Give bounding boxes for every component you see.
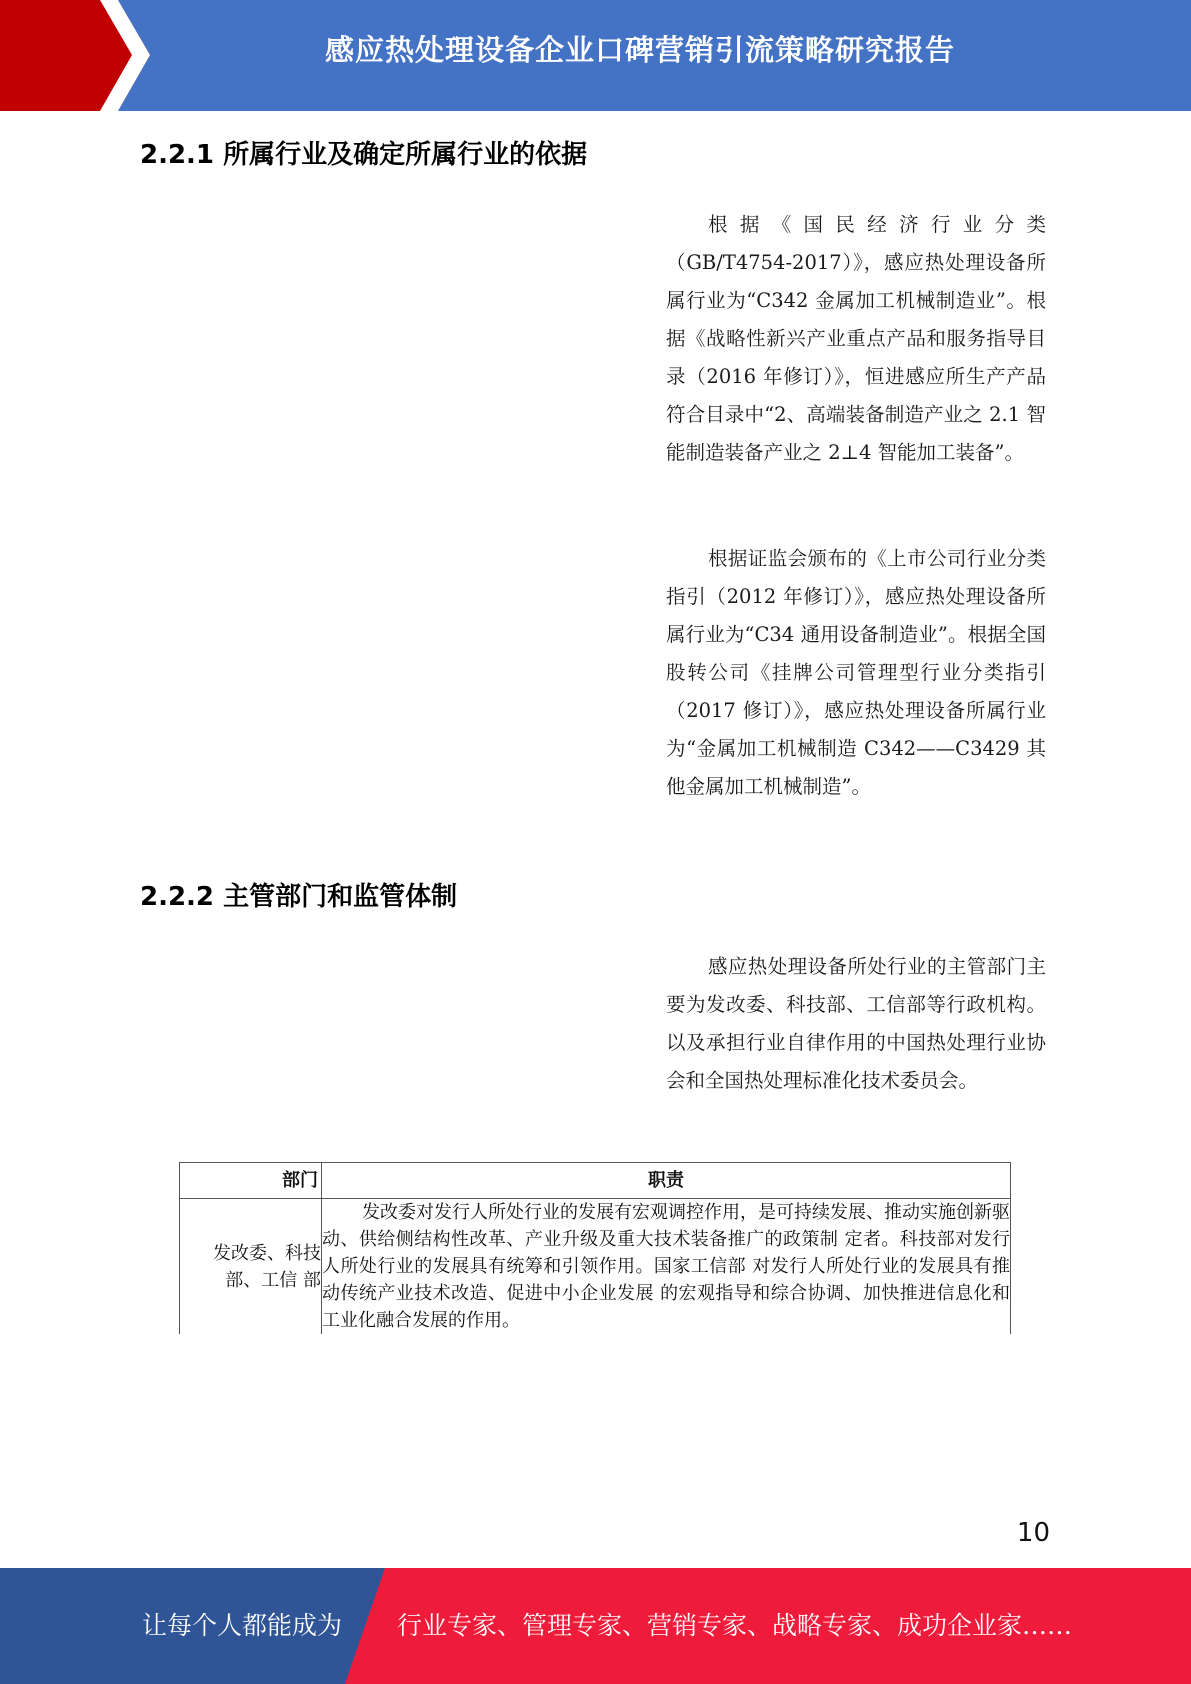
- footer-slogan-left: 让每个人都能成为: [142, 1611, 343, 1640]
- paragraph-regulatory-bodies: 感应热处理设备所处行业的主管部门主要为发改委、科技部、工信部等行政机构。以及承担行业自律作用的中国热处理行业协会和全国热处理标准化技术委员会。: [666, 955, 1046, 1092]
- page-number: 10: [1016, 1518, 1050, 1548]
- table-cell-duty: 发改委对发行人所处行业的发展有宏观调控作用，是可持续发展、推动实施创新驱动、供给侧结构性改革、产业升级及重大技术装备推广的政策制 定者。科技部对发行人所处行业的发展具有统筹和引领作用。国家工信部 对发行人所处行业的发展具有推动传统产业技术改造、促进中小企业发展 的宏观指导和综合协调、加快推进信息化和工业化融合发展的作用。: [322, 1199, 1011, 1335]
- page-footer: [0, 1568, 1191, 1684]
- table-cell-dept: 发改委、科技部、工信 部: [180, 1199, 322, 1335]
- section-heading-2-2-2: 2.2.2 主管部门和监管体制: [140, 882, 458, 912]
- table-header-duty: 职责: [322, 1163, 1011, 1199]
- paragraph-industry-classification: 根据《国民经济行业分类（GB/T4754-2017）》，感应热处理设备所属行业为“C342 金属加工机械制造业”。根据《战略性新兴产业重点产品和服务指导目录（2016 年修订）》，恒进感应所生产产品符合目录中“2、高端装备制造产业之 2.1 智能制造装备产业之 2⊥4 智能加工装备”。: [666, 213, 1046, 464]
- report-title: 感应热处理设备企业口碑营销引流策略研究报告: [324, 33, 955, 67]
- page-header: [0, 0, 1191, 111]
- table-row: [180, 1199, 1011, 1335]
- table-header-dept: 部门: [180, 1163, 322, 1199]
- section-heading-2-2-1: 2.2.1 所属行业及确定所属行业的依据: [140, 140, 588, 170]
- footer-slogan-right: 行业专家、管理专家、营销专家、战略专家、成功企业家……: [397, 1611, 1073, 1640]
- paragraph-csrc-classification: 根据证监会颁布的《上市公司行业分类指引（2012 年修订）》，感应热处理设备所属行业为“C34 通用设备制造业”。根据全国股转公司《挂牌公司管理型行业分类指引（2017 修订）》，感应热处理设备所属行业为“金属加工机械制造 C342——C3429 其他金属加工机械制造”。: [666, 547, 1046, 798]
- department-duty-table: [179, 1162, 1011, 1334]
- table-header-row: [180, 1163, 1011, 1199]
